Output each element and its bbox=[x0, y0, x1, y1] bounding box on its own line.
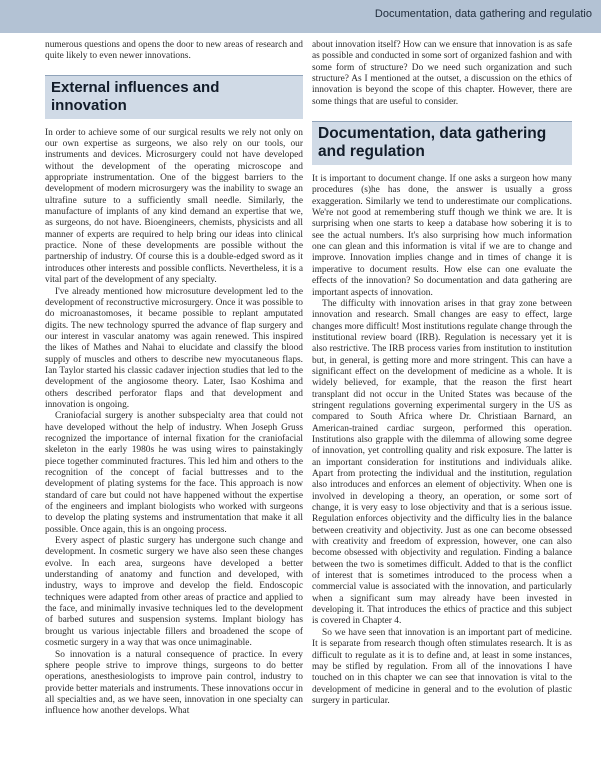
section-heading-documentation: Documentation, data gathering and regulation bbox=[312, 121, 572, 165]
right-intro-paragraph: about innovation itself? How can we ensure that innovation is as safe as possible and conducted in some sort of organized fashion and with some form of structure? Do we need such organization and such structure? As I mentioned at the outset, a discussion on the ethics of innovation is beyond the scope of this chapter. However, there are some things that are useful to consider. bbox=[312, 40, 572, 107]
body-paragraph: I've already mentioned how microsuture development led to the development of reconstructive microsurgery. Once it was possible to do microanastomoses, it became possible to replant amputated digits. The new technology spurred the advance of flap surgery and our interest in vascular anatomy was again renewed. This inspired the likes of Mathes and Nahai to elucidate and classify the blood supply of muscles and others to describe new myocutaneous flaps. Ian Taylor started his classic cadaver injection studies that led to the development of the angiosome theory. Later, Isao Koshima and others described perforator flaps and that development and innovation is ongoing. bbox=[45, 286, 303, 410]
body-paragraph: The difficulty with innovation arises in that gray zone between innovation and research. Small changes are easy to effect, large changes more difficult! Most institutions regulate change through the institutional review board (IRB). Regulation is necessary yet it is also restrictive. The IRB process varies from institution to institution but, in general, is getting more and more stringent. This can have a significant effect on the development of medicine as a whole. It is widely believed, for example, that the reason the first heart transplant did not occur in the United States was because of the stringent regulations governing experimental surgery in the US as compared to South Africa where Dr. Christiaan Barnard, an American-trained cardiac surgeon, performed this operation. Institutions also grapple with the dilemma of allowing some degree of innovation, yet controlling quality and risk exposure. The latter is an important consideration for institutions and individuals alike. Apart from protecting the individual and the institution, regulation also introduces and enforces an element of objectivity. When one is involved in developing a theory, an operation, or some sort of change, it is very easy to lose objectivity and that is a serious issue. Regulation enforces objectivity and the difficulty lies in the balance between creativity and objectivity. Just as one can become obsessed with creativity and freedom of expression, however, one can also become obsessed with objectivity and regulation. Finding a balance between the two is sometimes difficult. Added to that is the conflict of interest that is sometimes introduced to the process when a commercial value is associated with the innovation, and particularly when a significant sum may already have been invested in developing it. That introduces the ethics of practice and this subject is covered in Chapter 4. bbox=[312, 298, 572, 627]
body-paragraph: So we have seen that innovation is an important part of medicine. It is separate from research though often stimulates research. It is as difficult to regulate as it is to define and, at least in some instances, may be stifled by regulation. From all of the innovations I have touched on in this chapter we can see that innovation is vital to the development of medicine in general and to the evolution of plastic surgery in particular. bbox=[312, 627, 572, 706]
body-paragraph: Craniofacial surgery is another subspecialty area that could not have developed without the help of industry. When Joseph Gruss recognized the importance of internal fixation for the craniofacial skeleton in the early 1980s he was using wires to painstakingly piece together comminuted fractures. This led him and others to the recognition of the concept of facial buttresses and to the development of plating systems for the face. This approach is now standard of care but could not have happened without the expertise of the engineers and implant biologists who worked with surgeons to develop the plating systems and instrumentation that make it all possible. Once again, this is an ongoing process. bbox=[45, 411, 303, 535]
running-header-bar bbox=[0, 0, 601, 33]
body-paragraph: In order to achieve some of our surgical results we rely not only on our own expertise as surgeons, we also rely on our tools, our instruments and devices. Microsurgery could not have developed without the development of the operating microscope and appropriate instrumentation. One of the biggest barriers to the development of modern microsurgery was the inability to swage an ultrafine suture to a sufficiently small needle. Similarly, the manufacture of implants of any kind demand an expertise that we, as surgeons, do not have. Bioengineers, chemists, physicists and all manner of experts are required to help bring our ideas into clinical practice. None of these developments are possible without the partnership of industry. Of course this is a double-edged sword as it introduces other interests and possible conflicts. Nevertheless, it is a vital part of the development of any specialty. bbox=[45, 127, 303, 286]
running-header-title: Documentation, data gathering and regulatio bbox=[374, 8, 592, 20]
body-paragraph: Every aspect of plastic surgery has undergone such change and development. In cosmetic surgery we have also seen these changes evolve. In each area, surgeons have developed a better understanding of anatomy and function and developed, with industry, ways to improve and develop the field. Endoscopic techniques were adapted from other areas of practice and applied to the face, and minimally invasive techniques led to the development of barbed sutures and suspension systems. Implant biology has brought us various injectable fillers and broadened the scope of cosmetic surgery in a way that was once unimaginable. bbox=[45, 536, 303, 649]
right-column bbox=[312, 40, 572, 707]
body-paragraph: It is important to document change. If one asks a surgeon how many procedures (s)he has done, the answer is usually a gross exaggeration. Similarly we tend to underestimate our complications. We're not good at remembering stuff though we think we are. It is surprising when one starts to keep a database how sobering it is to see the actual numbers. It's also surprising how much information one can glean and this information is vital if we are to change and improve. Innovation implies change and in times of change it is imperative to document results. How else can one evaluate the effects of the innovation? So documentation and data gathering are important aspects of innovation. bbox=[312, 174, 572, 298]
left-intro-paragraph: numerous questions and opens the door to new areas of research and quite likely to even newer innovations. bbox=[45, 40, 303, 62]
section-heading-external-influences: External influences and innovation bbox=[45, 75, 303, 119]
body-paragraph: So innovation is a natural consequence of practice. In every sphere people strive to improve things, surgeons to do better operations, anesthesiologists to improve pain control, industry to provide better materials and instruments. These innovations occur in all specialties and, as we have seen, innovation in one specialty can influence how another develops. What bbox=[45, 649, 303, 717]
left-column bbox=[45, 40, 303, 718]
